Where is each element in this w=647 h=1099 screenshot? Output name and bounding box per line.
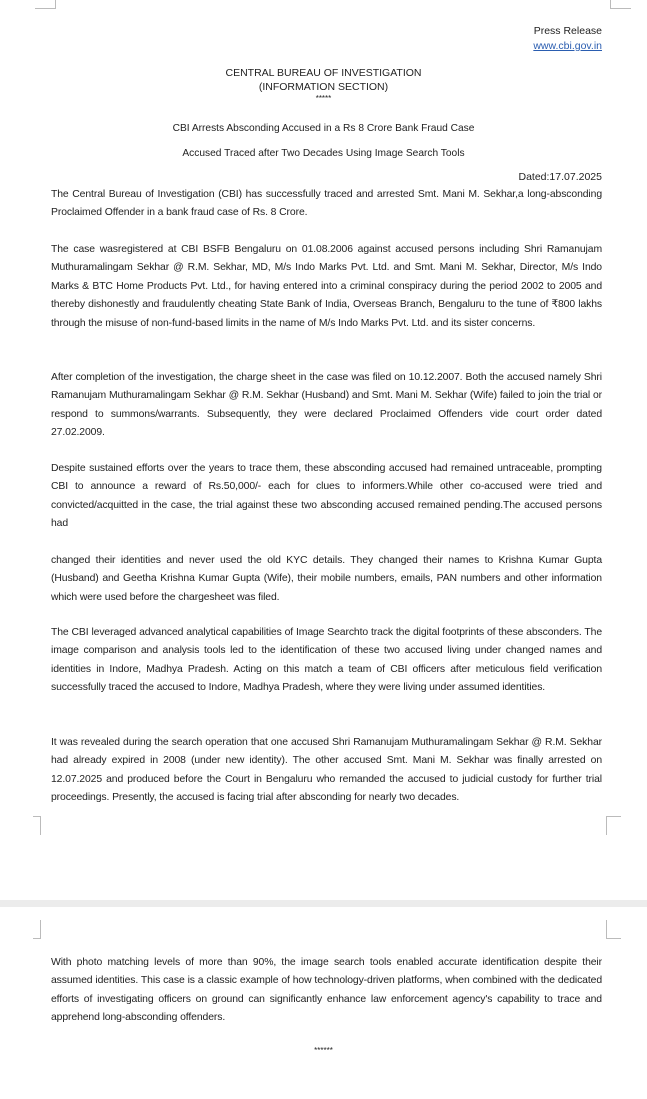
page-corner-mark: [610, 0, 631, 9]
org-name: CENTRAL BUREAU OF INVESTIGATION: [225, 67, 422, 79]
page-corner-mark: [35, 0, 56, 9]
end-mark: ******: [314, 1046, 333, 1055]
page-corner-mark: [606, 920, 621, 939]
page-corner-mark: [33, 816, 41, 835]
date: Dated:17.07.2025: [518, 171, 602, 183]
paragraph: The case wasregistered at CBI BSFB Bengaluru on 01.08.2006 against accused persons including Shri Ramanujam Muthuramalingam Sekhar @ R.M. Sekhar, MD, M/s Indo Marks Pvt. Ltd. and Smt. Mani M. Sekhar, Director, M/s Indo Marks & BTC Home Products Pvt. Ltd., for having entered into a criminal conspiracy during the period 2002 to 2005 and thereby dishonestly and fraudulently cheating State Bank of India, Overseas Branch, Bengaluru to the tune of ₹800 lakhs through the misuse of non-fund-based limits in the name of M/s Indo Marks Pvt. Ltd. and its sister concerns.: [51, 244, 602, 329]
paragraph: It was revealed during the search operation that one accused Shri Ramanujam Muthuramalingam Sekhar @ R.M. Sekhar had already expired in 2008 (under new identity). The other accused Smt. Mani M. Sekhar was finally arrested on 12.07.2025 and produced before the Court in Bengaluru who remanded the accused to judicial custody for further trial proceedings. Presently, the accused is facing trial after absconding for nearly two decades.: [51, 737, 602, 804]
paragraph: After completion of the investigation, the charge sheet in the case was filed on 10.12.2007. Both the accused namely Shri Ramanujam Muthuramalingam Sekhar @ R.M. Sekhar (Husband) and Smt. Mani M. Sekhar (Wife) failed to join the trial or respond to summons/warrants. Subsequently, they were declared Proclaimed Offenders vide court order dated 27.02.2009.: [51, 372, 602, 439]
section-name: (INFORMATION SECTION): [258, 81, 389, 93]
page-break: [0, 900, 647, 907]
paragraph: changed their identities and never used the old KYC details. They changed their names to Krishna Kumar Gupta (Husband) and Geetha Krishna Kumar Gupta (Wife), their mobile numbers, emails, PAN numbers and other information which were used before the chargesheet was filed.: [51, 555, 602, 603]
website-link[interactable]: www.cbi.gov.in: [533, 40, 602, 52]
press-release-label: Press Release: [533, 25, 602, 37]
press-subtitle: Accused Traced after Two Decades Using Image Search Tools: [182, 148, 465, 159]
header-separator: *****: [315, 94, 332, 103]
paragraph: With photo matching levels of more than 90%, the image search tools enabled accurate identification despite their assumed identities. This case is a classic example of how technology-driven platforms, when combined with the dedicated efforts of investigating officers on ground can significantly enhance law enforcement agency's capability to trace and apprehend long-absconding offenders.: [51, 957, 602, 1024]
paragraph: Despite sustained efforts over the years to trace them, these absconding accused had remained untraceable, prompting CBI to announce a reward of Rs.50,000/- each for clues to informers.While other co-accused were tried and convicted/acquitted in the case, the trial against these two absconding accused remained pending.The accused persons had: [51, 463, 602, 530]
paragraph: The Central Bureau of Investigation (CBI) has successfully traced and arrested Smt. Mani M. Sekhar,a long-absconding Proclaimed Offender in a bank fraud case of Rs. 8 Crore.: [51, 189, 602, 219]
paragraph: The CBI leveraged advanced analytical capabilities of Image Searchto track the digital footprints of these absconders. The image comparison and analysis tools led to the identification of these two accused living under changed names and identities in Indore, Madhya Pradesh. Acting on this match a team of CBI officers after meticulous field verification successfully traced the accused to Indore, Madhya Pradesh, where they were living under assumed identities.: [51, 627, 602, 694]
press-title: CBI Arrests Absconding Accused in a Rs 8 Crore Bank Fraud Case: [172, 123, 475, 134]
page-corner-mark: [33, 920, 41, 939]
page-corner-mark: [606, 816, 621, 835]
